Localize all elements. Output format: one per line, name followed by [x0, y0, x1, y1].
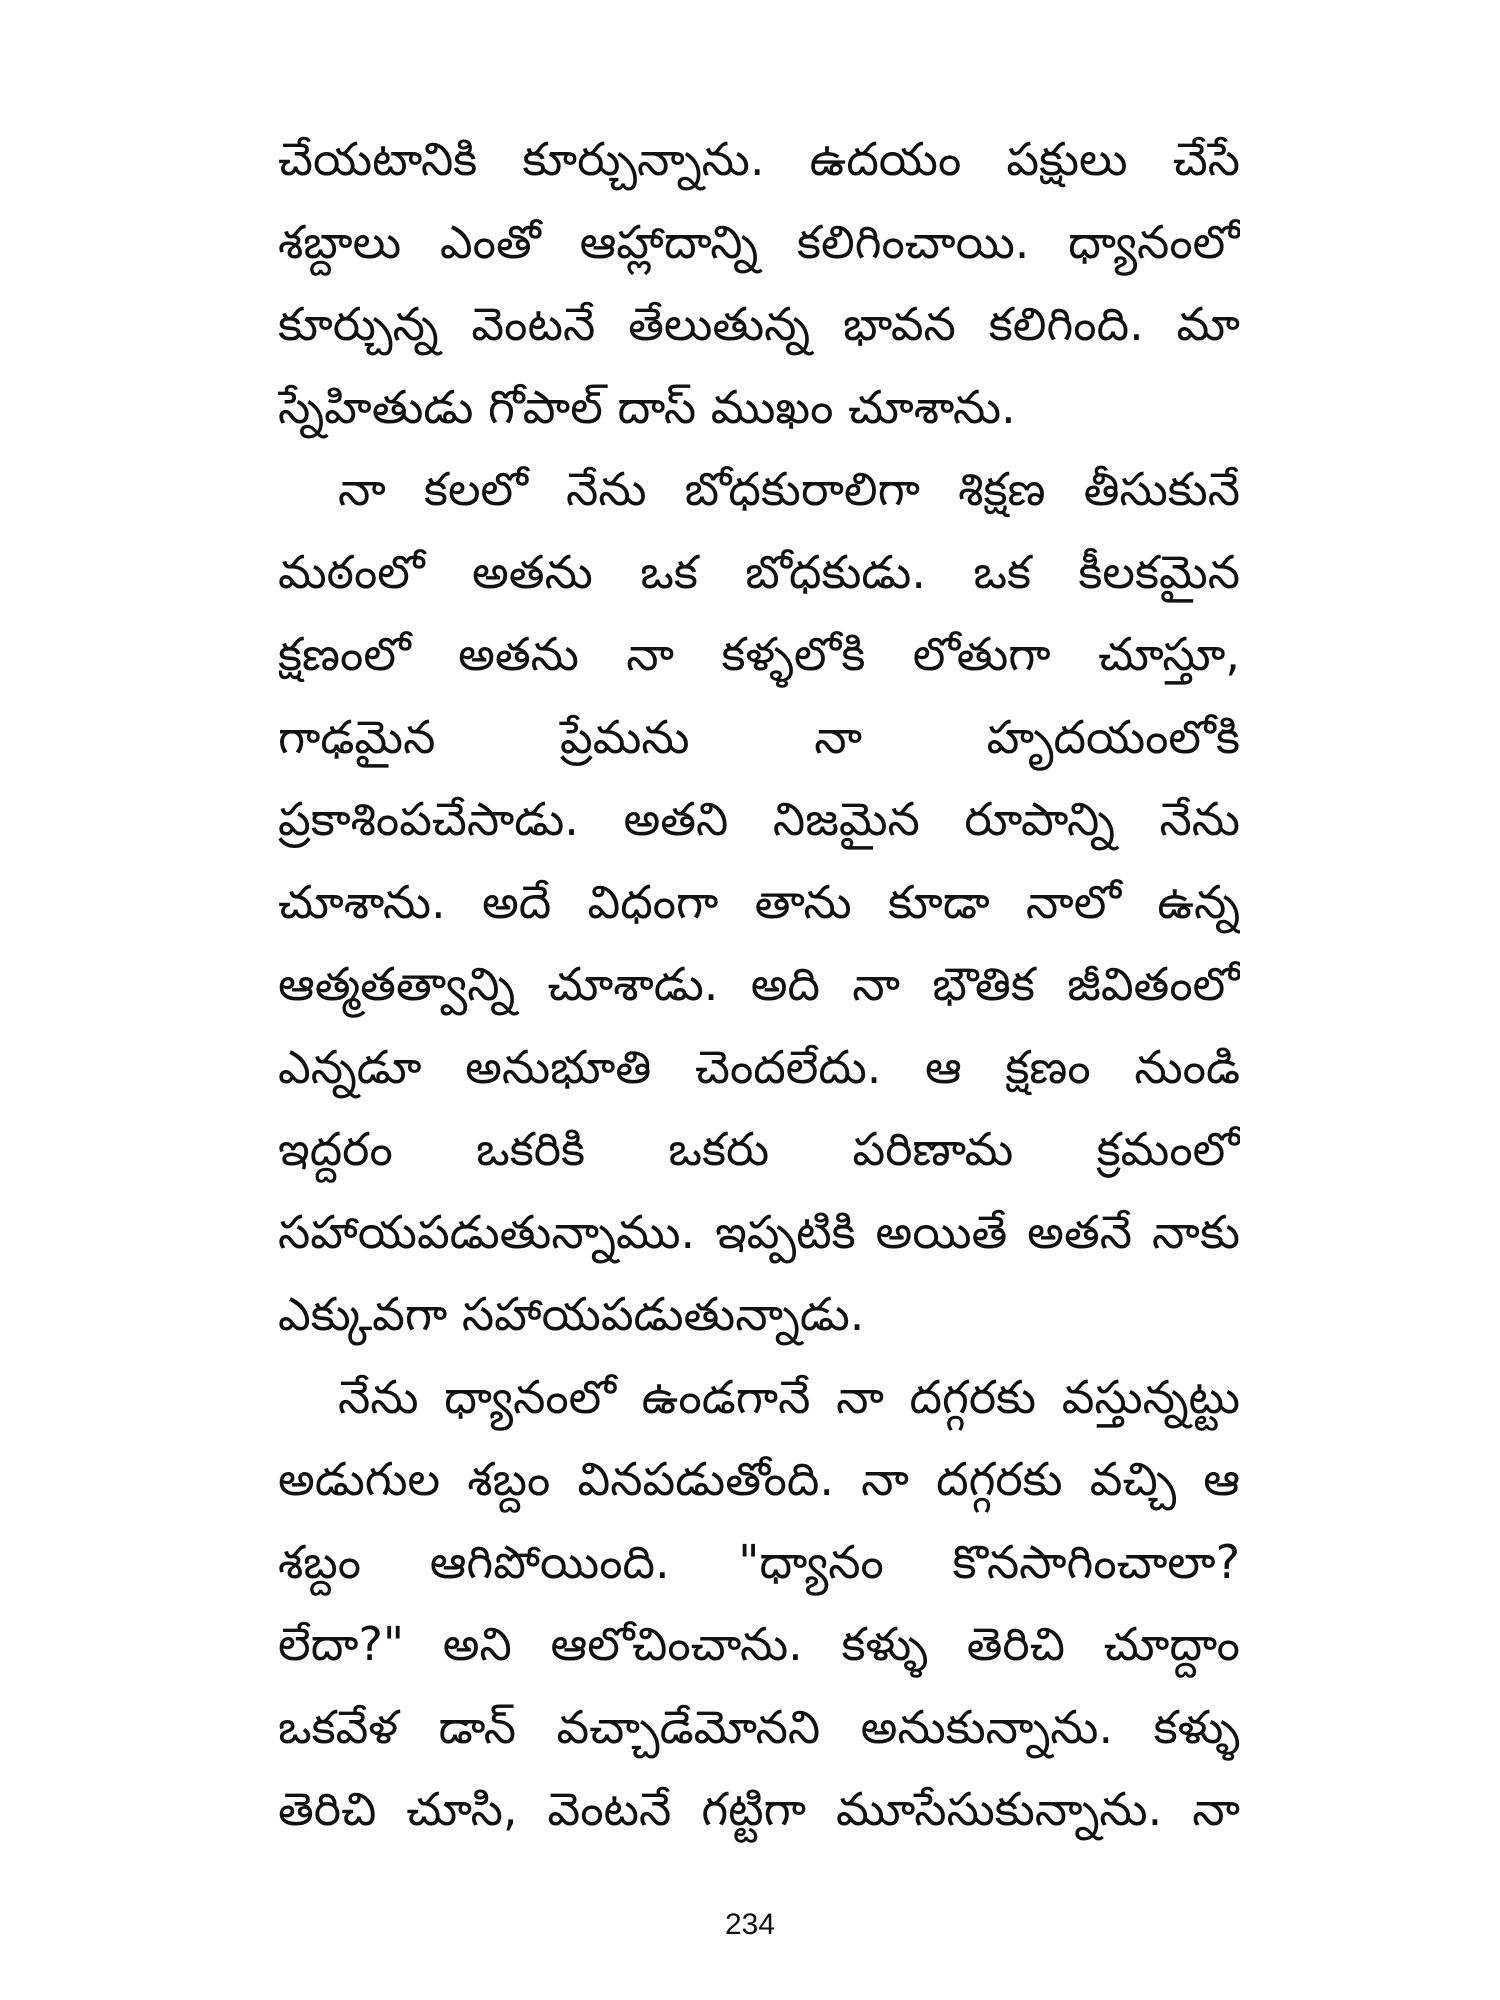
text-line: ప్రకాశింపచేసాడు. అతని నిజమైన రూపాన్ని నేను	[278, 792, 1240, 846]
text-line: చేయటానికి కూర్చున్నాను. ఉదయం పక్షులు చేసే	[278, 132, 1240, 186]
text-line: లేదా?" అని ఆలోచించాను. కళ్ళు తెరిచి చూద్దాం	[278, 1617, 1240, 1671]
text-line: సహాయపడుతున్నాము. ఇప్పటికి అయితే అతనే నాకు	[278, 1204, 1240, 1259]
text-line: తెరిచి చూసి, వెంటనే గట్టిగా మూసేసుకున్నాను. నా	[278, 1782, 1240, 1836]
text-line: గాఢమైన ప్రేమను నా హృదయంలోకి	[278, 709, 1240, 764]
text-line: క్షణంలో అతను నా కళ్ళలోకి లోతుగా చూస్తూ,	[278, 627, 1240, 681]
text-line: అడుగుల శబ్దం వినపడుతోంది. నా దగ్గరకు వచ్చి ఆ	[278, 1452, 1240, 1506]
text-line: ఎన్నడూ అనుభూతి చెందలేదు. ఆ క్షణం నుండి	[278, 1039, 1240, 1094]
text-line: శబ్దాలు ఎంతో ఆహ్లాదాన్ని కలిగించాయి. ధ్యానంలో	[278, 214, 1240, 269]
text-line: ఆత్మతత్వాన్ని చూశాడు. అది నా భౌతిక జీవితంలో	[278, 957, 1240, 1011]
text-line: చూశాను. అదే విధంగా తాను కూడా నాలో ఉన్న	[278, 874, 1240, 929]
text-line: ఒకవేళ డాన్ వచ్చాడేమోనని అనుకున్నాను. కళ్ళు	[278, 1699, 1240, 1754]
text-line: స్నేహితుడు గోపాల్ దాస్ ముఖం చూశాను.	[278, 379, 1016, 434]
text-line: మఠంలో అతను ఒక బోధకుడు. ఒక కీలకమైన	[278, 544, 1240, 599]
paragraph-start-line: నేను ధ్యానంలో ఉండగానే నా దగ్గరకు వస్తున్నట్టు	[338, 1369, 1240, 1424]
paragraph-start-line: నా కలలో నేను బోధకురాలిగా శిక్షణ తీసుకునే	[338, 462, 1240, 516]
body-text	[278, 118, 1240, 1851]
text-line: శబ్దం ఆగిపోయింది. "ధ్యానం కొనసాగించాలా?	[278, 1534, 1240, 1589]
text-line: ఎక్కువగా సహాయపడుతున్నాడు.	[278, 1287, 865, 1341]
text-line: కూర్చున్న వెంటనే తేలుతున్న భావన కలిగింది. మా	[278, 297, 1240, 351]
page-number: 234	[724, 1908, 776, 1941]
text-line: ఇద్దరం ఒకరికి ఒకరు పరిణామ క్రమంలో	[278, 1122, 1240, 1176]
